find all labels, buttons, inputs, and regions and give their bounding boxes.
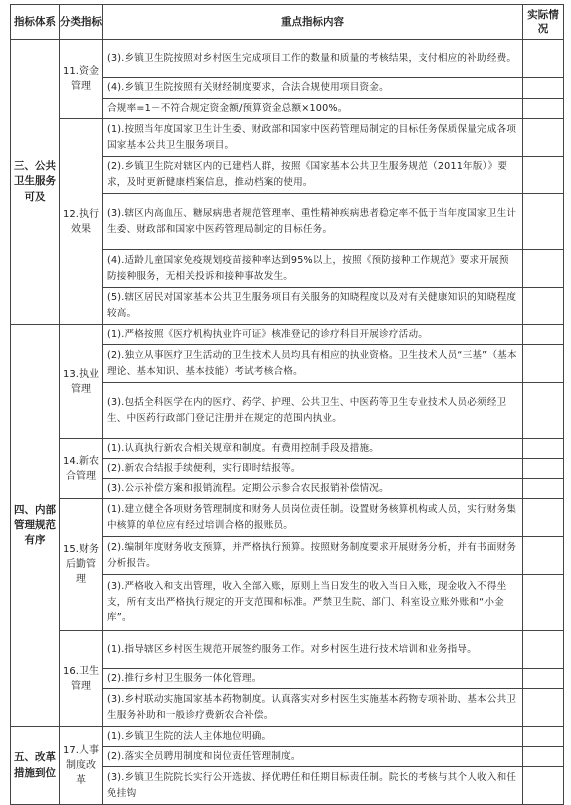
actual-cell[interactable] (523, 689, 564, 727)
actual-cell[interactable] (523, 78, 564, 99)
table-row (11, 439, 564, 459)
header-category: 分类指标 (60, 5, 103, 40)
header-key-content: 重点指标内容 (103, 5, 523, 40)
section-label: 三、公共卫生服务可及 (11, 40, 60, 325)
item-text: (1).按照当年度国家卫生计生委、财政部和国家中医药管理局制定的目标任务保质保量完成各项国家基本公共卫生服务项目。 (103, 119, 523, 157)
category-label: 16.卫生管理 (60, 631, 103, 727)
table-row (11, 499, 564, 537)
item-text: (3).乡村联动实施国家基本药物制度。认真落实对乡村医生实施基本药物专项补助、基本公共卫生服务补助和一般诊疗费新农合补偿。 (103, 689, 523, 727)
item-text: (2).推行乡村卫生服务一体化管理。 (103, 669, 523, 689)
item-text: (2).乡镇卫生院对辖区内的已建档人群，按照《国家基本公共卫生服务规范（2011年版）》要求，及时更新健康档案信息，推动档案的使用。 (103, 157, 523, 194)
actual-cell[interactable] (523, 157, 564, 194)
actual-cell[interactable] (523, 575, 564, 631)
section-label: 五、改革措施到位 (11, 727, 60, 805)
item-text: (1).乡镇卫生院的法人主体地位明确。 (103, 727, 523, 747)
actual-cell[interactable] (523, 288, 564, 325)
category-label: 17.人事制度改革 (60, 727, 103, 805)
section-label: 四、内部管理规范有序 (11, 325, 60, 727)
header-actual-status: 实际情况 (523, 5, 564, 40)
indicator-table (10, 4, 564, 805)
item-text: (1).严格按照《医疗机构执业许可证》核准登记的诊疗科目开展诊疗活动。 (103, 325, 523, 345)
table-row (11, 119, 564, 157)
table-row (11, 40, 564, 78)
item-text: (4).适龄儿童国家免疫规划疫苗接种率达到95%以上，按照《预防接种工作规范》要求开展预防接种服务，无相关投诉和接种事故发生。 (103, 250, 523, 288)
item-text: 合规率=1－不符合规定资金额/预算资金总额×100%。 (103, 99, 523, 119)
actual-cell[interactable] (523, 459, 564, 479)
item-text: (3).乡镇卫生院按照对乡村医生完成项目工作的数量和质量的考核结果，支付相应的补助经费。 (103, 40, 523, 78)
header-indicator-system: 指标体系 (11, 5, 60, 40)
item-text: (2).落实全员聘用制度和岗位责任管理制度。 (103, 747, 523, 767)
actual-cell[interactable] (523, 119, 564, 157)
item-text: (3).辖区内高血压、糖尿病患者规范管理率、重性精神疾病患者稳定率不低于当年度国家卫生计生委、财政部和国家中医药管理局制定的目标任务。 (103, 194, 523, 250)
item-text: (1).认真执行新农合相关规章和制度。有费用控制手段及措施。 (103, 439, 523, 459)
category-label: 15.财务后勤管理 (60, 499, 103, 631)
actual-cell[interactable] (523, 499, 564, 537)
item-text: (2).编制年度财务收支预算，并严格执行预算。按照财务制度要求开展财务分析，并有书面财务分析报告。 (103, 537, 523, 575)
item-text: (1).建立健全各项财务管理制度和财务人员岗位责任制。设置财务核算机构或人员，实行财务集中核算的单位应有经过培训合格的报账员。 (103, 499, 523, 537)
actual-cell[interactable] (523, 439, 564, 459)
actual-cell[interactable] (523, 250, 564, 288)
item-text: (3).公示补偿方案和报销流程。定期公示参合农民报销补偿情况。 (103, 479, 523, 499)
table-row (11, 631, 564, 669)
actual-cell[interactable] (523, 194, 564, 250)
actual-cell[interactable] (523, 767, 564, 805)
item-text: (1).指导辖区乡村医生规范开展签约服务工作。对乡村医生进行技术培训和业务指导。 (103, 631, 523, 669)
actual-cell[interactable] (523, 727, 564, 747)
actual-cell[interactable] (523, 537, 564, 575)
table-row (11, 727, 564, 747)
actual-cell[interactable] (523, 345, 564, 383)
item-text: (3).包括全科医学在内的医疗、药学、护理、公共卫生、中医药等卫生专业技术人员必须经卫生、中医药行政部门登记注册并在规定的范围内执业。 (103, 383, 523, 439)
actual-cell[interactable] (523, 40, 564, 78)
table-row (11, 325, 564, 345)
category-label: 12.执行效果 (60, 119, 103, 325)
item-text: (2).独立从事医疗卫生活动的卫生技术人员均具有相应的执业资格。卫生技术人员“三基”（基本理论、基本知识、基本技能）考试考核合格。 (103, 345, 523, 383)
actual-cell[interactable] (523, 325, 564, 345)
item-text: (3).严格收入和支出管理，收入全部入账，原则上当日发生的收入当日入账，现金收入不得坐支，所有支出严格执行规定的开支范围和标准。严禁卫生院、部门、科室设立账外账和“小金库”。 (103, 575, 523, 631)
item-text: (2).新农合结报手续便利，实行即时结报等。 (103, 459, 523, 479)
actual-cell[interactable] (523, 479, 564, 499)
actual-cell[interactable] (523, 383, 564, 439)
actual-cell[interactable] (523, 99, 564, 119)
category-label: 14.新农合管理 (60, 439, 103, 499)
item-text: (3).乡镇卫生院院长实行公开选拔、择优聘任和任期目标责任制。院长的考核与其个人收入和任免挂钩 (103, 767, 523, 805)
actual-cell[interactable] (523, 669, 564, 689)
header-row (11, 5, 564, 40)
actual-cell[interactable] (523, 747, 564, 767)
item-text: (4).乡镇卫生院按照有关财经制度要求，合法合规使用项目资金。 (103, 78, 523, 99)
actual-cell[interactable] (523, 631, 564, 669)
category-label: 11.资金管理 (60, 40, 103, 119)
item-text: (5).辖区居民对国家基本公共卫生服务项目有关服务的知晓程度以及对有关健康知识的知晓程度较高。 (103, 288, 523, 325)
category-label: 13.执业管理 (60, 325, 103, 439)
